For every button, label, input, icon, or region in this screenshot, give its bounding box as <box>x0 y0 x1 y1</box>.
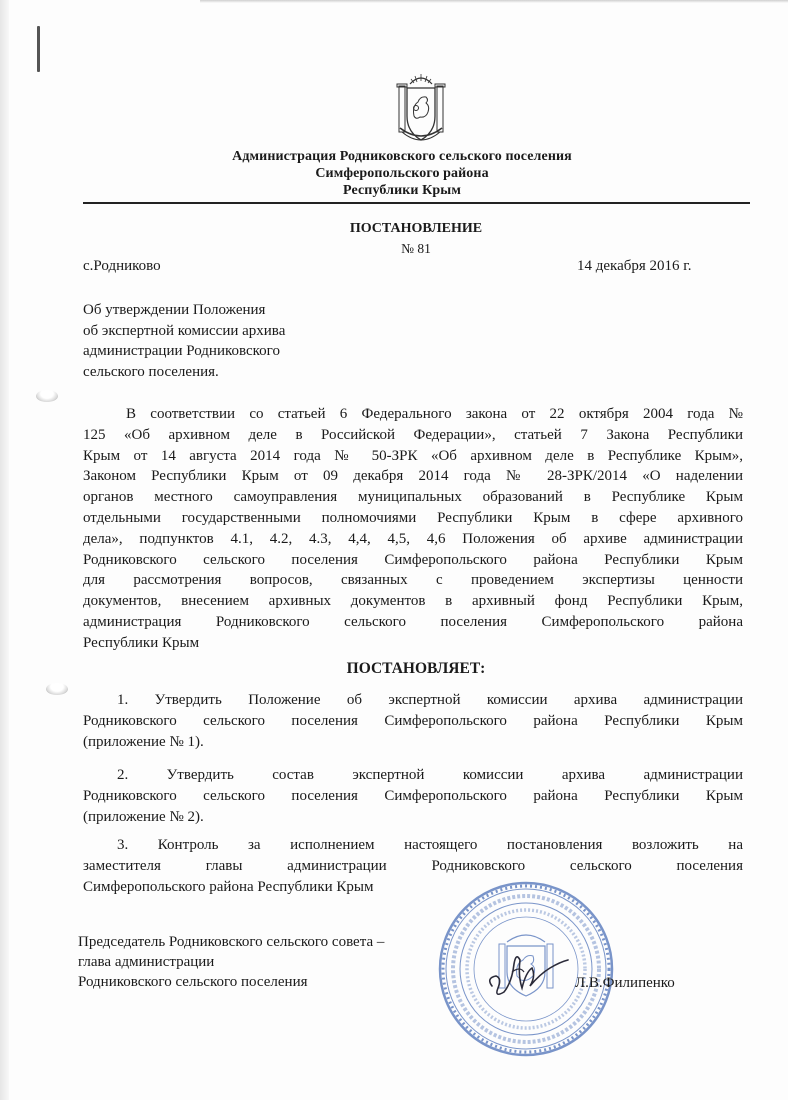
subject-line: сельского поселения. <box>83 363 219 380</box>
preamble-line: 125 «Об архивном деле в Российской Федерации», статьей 7 Закона Республики <box>83 426 743 443</box>
signer-title-line-2: глава администрации <box>78 954 215 970</box>
preamble-line: отдельными государственными полномочиями Республики Крым в сфере архивного <box>83 509 743 526</box>
document-title: ПОСТАНОВЛЕНИЕ <box>349 221 483 236</box>
preamble-line: администрация Родниковского сельского поселения Симферопольского района <box>83 613 743 630</box>
item-line: Симферопольского района Республики Крым <box>83 878 374 895</box>
resolution-item-1 <box>83 690 743 752</box>
item-line: Родниковского сельского поселения Симферопольского района Республики Крым <box>83 712 743 729</box>
preamble-line: Законом Республики Крым от 09 декабря 2014 года № 28-ЗРК/2014 «О наделении <box>83 468 743 485</box>
scan-edge-shadow <box>0 0 9 1100</box>
subject-line: администрации Родниковского <box>83 343 280 359</box>
preamble-line: дела», подпунктов 4.1, 4.2, 4.3, 4,4, 4,5, 4,6 Положения об архиве администрации <box>83 530 743 547</box>
item-line: Родниковского сельского поселения Симферопольского района Республики Крым <box>83 787 743 804</box>
signer-title-line-3: Родниковского сельского поселения <box>78 974 308 990</box>
item-line: 3. Контроль за исполнением настоящего постановления возложить на <box>117 837 743 853</box>
preamble-line: Крым от 14 августа 2014 года № 50-ЗРК «Об архивном деле в Республике Крым», <box>83 447 743 464</box>
item-line: заместителя главы администрации Родниковского сельского поселения <box>83 857 743 874</box>
org-name-line-3: Республики Крым <box>343 183 461 198</box>
scan-top-edge <box>200 0 788 3</box>
preamble-line: Родниковского сельского поселения Симферопольского района Республики Крым <box>83 551 743 568</box>
signer-name: Л.В.Филипенко <box>575 975 675 991</box>
resolution-item-2 <box>83 765 743 827</box>
resolution-item-3 <box>83 835 743 897</box>
scan-artifact-mark <box>37 26 40 72</box>
punch-hole-icon <box>46 683 68 695</box>
preamble-line: органов местного самоуправления муниципальных образований в Республике Крым <box>83 489 743 506</box>
crimea-coat-of-arms-icon <box>396 70 446 148</box>
item-line: 1. Утвердить Положение об экспертной комиссии архива администрации <box>117 692 743 708</box>
document-subject <box>83 300 285 382</box>
preamble-line: Республики Крым <box>83 634 200 651</box>
document-date: 14 декабря 2016 г. <box>577 258 692 274</box>
subject-line: об экспертной комиссии архива <box>83 322 286 339</box>
resolves-heading: ПОСТАНОВЛЯЕТ: <box>346 660 486 677</box>
punch-hole-icon <box>36 390 58 402</box>
preamble-line: В соответствии со статьей 6 Федерального закона от 22 октября 2004 года № <box>126 406 743 422</box>
org-name-line-2: Симферопольского района <box>315 166 489 181</box>
document-number: № 81 <box>401 241 431 256</box>
subject-line: Об утверждении Положения <box>83 302 266 318</box>
signer-title-line-1: Председатель Родниковского сельского совета – <box>78 934 385 950</box>
preamble-line: для рассмотрения вопросов, связанных с проведением экспертизы ценности <box>83 572 743 589</box>
handwritten-signature <box>484 942 574 1002</box>
item-line: (приложение № 1). <box>83 733 204 750</box>
header-divider <box>83 202 750 204</box>
document-place: с.Родниково <box>83 258 161 274</box>
preamble-line: документов, внесением архивных документов в архивный фонд Республики Крым, <box>83 593 743 610</box>
item-line: (приложение № 2). <box>83 808 204 825</box>
signature-block <box>78 932 384 992</box>
org-name-line-1: Администрация Родниковского сельского поселения <box>232 149 572 164</box>
item-line: 2. Утвердить состав экспертной комиссии архива администрации <box>117 767 743 783</box>
preamble-paragraph <box>83 404 743 654</box>
